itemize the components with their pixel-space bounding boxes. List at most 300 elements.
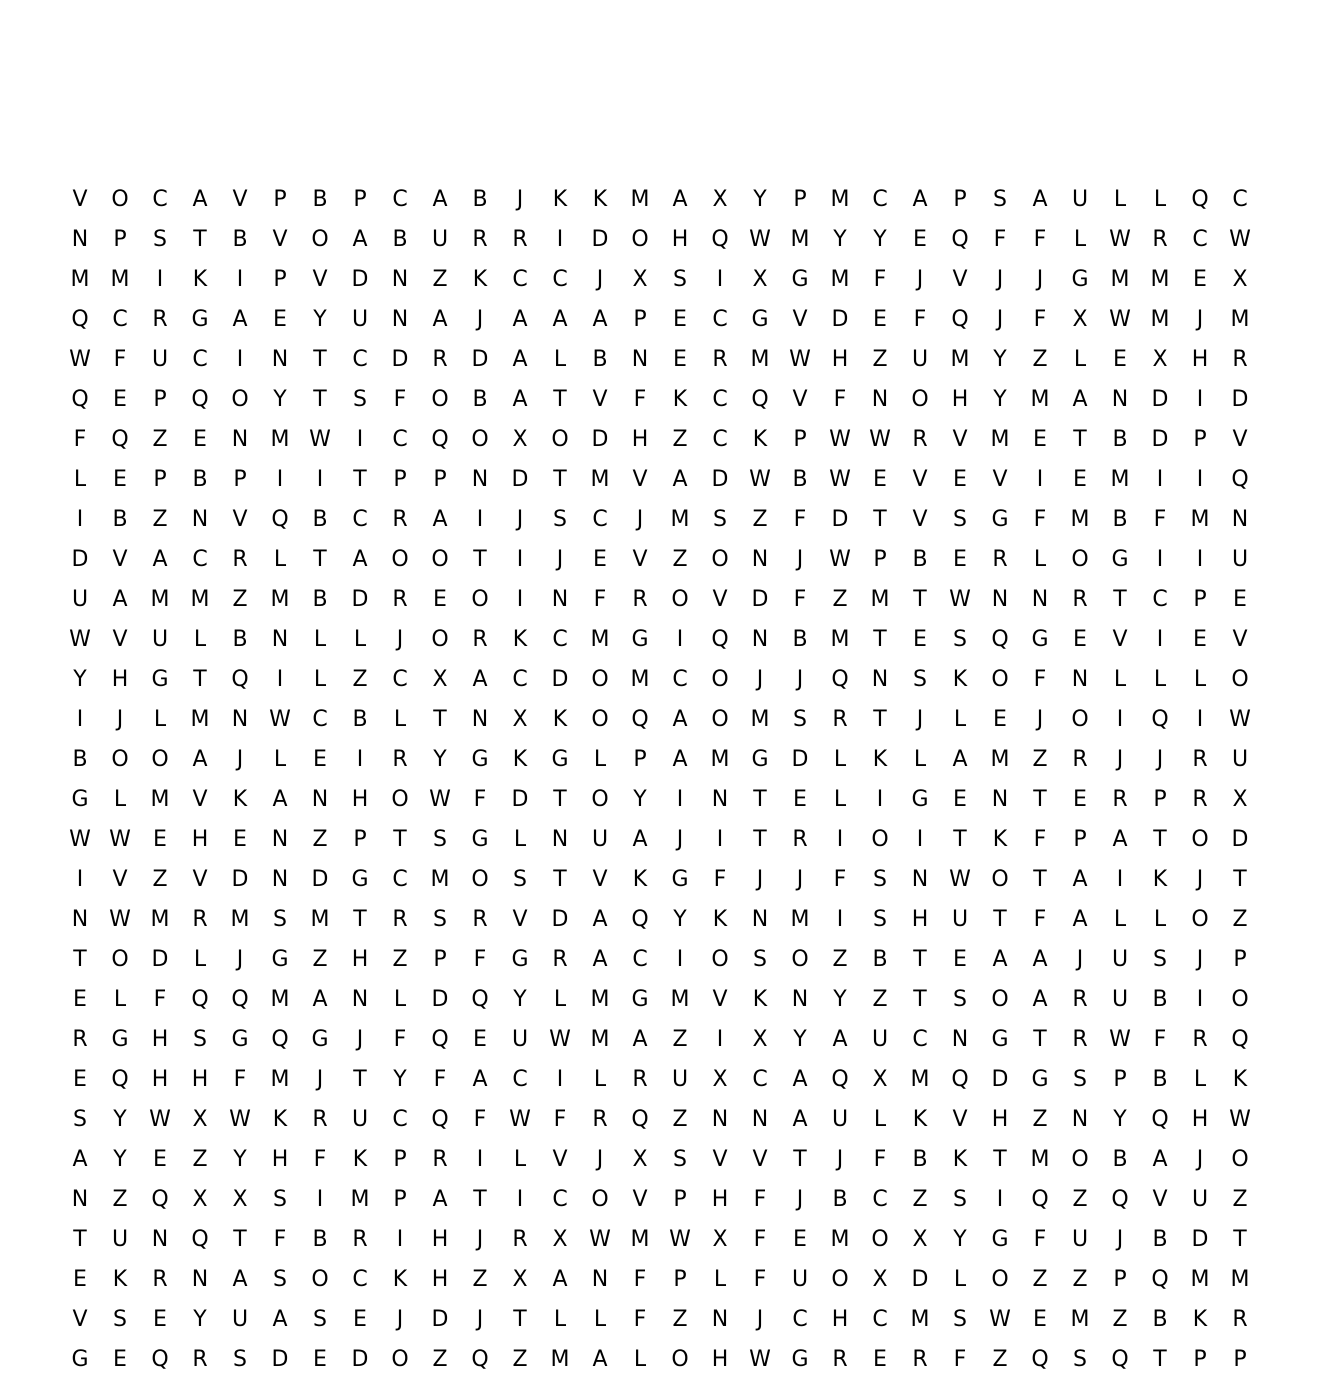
letter-cell[interactable]: X [552,1227,568,1252]
letter-cell[interactable]: G [151,667,169,692]
letter-cell[interactable]: F [793,507,807,532]
letter-cell[interactable]: X [1232,787,1248,812]
letter-cell[interactable]: S [353,387,367,412]
letter-cell[interactable]: F [633,1307,647,1332]
letter-cell[interactable]: W [589,1227,611,1252]
letter-cell[interactable]: A [1152,1147,1168,1172]
letter-cell[interactable]: A [1072,387,1088,412]
letter-cell[interactable]: Q [631,707,649,732]
letter-cell[interactable]: O [311,1267,329,1292]
letter-cell[interactable]: Y [393,1067,407,1092]
letter-cell[interactable]: V [912,467,928,492]
letter-cell[interactable]: T [553,787,567,812]
letter-cell[interactable]: R [392,907,408,932]
letter-cell[interactable]: O [711,707,729,732]
letter-cell[interactable]: V [712,987,728,1012]
letter-cell[interactable]: L [513,827,527,852]
letter-cell[interactable]: L [593,1307,607,1332]
letter-cell[interactable]: Q [231,987,249,1012]
letter-cell[interactable]: F [473,947,487,972]
letter-cell[interactable]: N [591,1267,609,1292]
letter-cell[interactable]: R [992,547,1008,572]
letter-cell[interactable]: I [836,827,844,852]
letter-cell[interactable]: J [916,707,924,732]
letter-cell[interactable]: P [433,467,447,492]
letter-cell[interactable]: J [476,307,484,332]
letter-cell[interactable]: J [836,1147,844,1172]
letter-cell[interactable]: C [792,1307,808,1332]
letter-cell[interactable]: Z [312,947,328,972]
letter-cell[interactable]: O [1231,987,1249,1012]
letter-cell[interactable]: A [192,747,208,772]
letter-cell[interactable]: Z [1032,1107,1048,1132]
letter-cell[interactable]: S [913,667,927,692]
letter-cell[interactable]: M [870,587,890,612]
letter-cell[interactable]: D [991,1067,1009,1092]
letter-cell[interactable]: A [512,307,528,332]
letter-cell[interactable]: W [149,1107,171,1132]
letter-cell[interactable]: B [352,707,368,732]
letter-cell[interactable]: C [512,267,528,292]
letter-cell[interactable]: T [193,227,207,252]
letter-cell[interactable]: Q [831,667,849,692]
letter-cell[interactable]: P [1073,827,1087,852]
letter-cell[interactable]: V [712,1147,728,1172]
letter-cell[interactable]: A [1112,827,1128,852]
letter-cell[interactable]: Y [953,1227,967,1252]
letter-cell[interactable]: H [351,947,369,972]
letter-cell[interactable]: M [830,267,850,292]
letter-cell[interactable]: V [312,267,328,292]
letter-cell[interactable]: T [1233,1227,1247,1252]
letter-cell[interactable]: W [269,707,291,732]
letter-cell[interactable]: F [1033,907,1047,932]
letter-cell[interactable]: B [1112,507,1128,532]
letter-cell[interactable]: C [912,1027,928,1052]
letter-cell[interactable]: Q [1031,1347,1049,1372]
letter-cell[interactable]: N [991,587,1009,612]
letter-cell[interactable]: A [232,307,248,332]
letter-cell[interactable]: O [871,1227,889,1252]
letter-cell[interactable]: Q [191,987,209,1012]
letter-cell[interactable]: W [109,827,131,852]
letter-cell[interactable]: K [752,427,768,452]
letter-cell[interactable]: X [712,1227,728,1252]
letter-cell[interactable]: M [1030,387,1050,412]
letter-cell[interactable]: P [1233,947,1247,972]
letter-cell[interactable]: R [1232,1307,1248,1332]
letter-cell[interactable]: K [552,187,568,212]
letter-cell[interactable]: O [311,227,329,252]
letter-cell[interactable]: J [636,507,644,532]
letter-cell[interactable]: E [73,1067,87,1092]
letter-cell[interactable]: M [310,907,330,932]
letter-cell[interactable]: S [553,507,567,532]
letter-cell[interactable]: A [672,747,688,772]
letter-cell[interactable]: R [912,427,928,452]
letter-cell[interactable]: G [471,747,489,772]
letter-cell[interactable]: I [876,787,884,812]
letter-cell[interactable]: I [836,907,844,932]
letter-cell[interactable]: M [790,907,810,932]
letter-cell[interactable]: Z [1112,1307,1128,1332]
letter-cell[interactable]: X [432,667,448,692]
letter-cell[interactable]: V [952,267,968,292]
letter-cell[interactable]: U [1111,947,1129,972]
letter-cell[interactable]: E [1033,1307,1047,1332]
letter-cell[interactable]: B [792,467,808,492]
letter-cell[interactable]: M [830,627,850,652]
letter-cell[interactable]: Q [951,227,969,252]
letter-cell[interactable]: L [313,667,327,692]
letter-cell[interactable]: O [431,387,449,412]
letter-cell[interactable]: Y [433,747,447,772]
letter-cell[interactable]: G [1111,547,1129,572]
letter-cell[interactable]: R [152,1267,168,1292]
letter-cell[interactable]: E [113,1347,127,1372]
letter-cell[interactable]: T [753,827,767,852]
letter-cell[interactable]: X [872,1267,888,1292]
letter-cell[interactable]: I [476,507,484,532]
letter-cell[interactable]: Z [752,507,768,532]
letter-cell[interactable]: V [1152,1187,1168,1212]
letter-cell[interactable]: M [990,427,1010,452]
letter-cell[interactable]: N [71,227,89,252]
letter-cell[interactable]: P [233,467,247,492]
letter-cell[interactable]: W [789,347,811,372]
letter-cell[interactable]: M [70,267,90,292]
letter-cell[interactable]: U [1071,187,1089,212]
letter-cell[interactable]: O [991,1267,1009,1292]
letter-cell[interactable]: S [153,227,167,252]
letter-cell[interactable]: Z [832,587,848,612]
letter-cell[interactable]: W [669,1227,691,1252]
letter-cell[interactable]: F [1033,667,1047,692]
letter-cell[interactable]: A [912,187,928,212]
letter-cell[interactable]: F [393,387,407,412]
letter-cell[interactable]: F [833,867,847,892]
letter-cell[interactable]: G [911,787,929,812]
letter-cell[interactable]: J [676,827,684,852]
letter-cell[interactable]: H [1191,347,1209,372]
letter-cell[interactable]: Z [1232,907,1248,932]
letter-cell[interactable]: T [993,907,1007,932]
letter-cell[interactable]: T [873,627,887,652]
letter-cell[interactable]: N [271,867,289,892]
letter-cell[interactable]: K [472,267,488,292]
letter-cell[interactable]: G [351,867,369,892]
letter-cell[interactable]: C [552,1187,568,1212]
letter-cell[interactable]: J [396,1307,404,1332]
letter-cell[interactable]: Y [673,907,687,932]
letter-cell[interactable]: Z [1032,1267,1048,1292]
letter-cell[interactable]: M [670,507,690,532]
letter-cell[interactable]: L [553,347,567,372]
letter-cell[interactable]: C [112,307,128,332]
letter-cell[interactable]: G [191,307,209,332]
letter-cell[interactable]: U [871,1027,889,1052]
letter-cell[interactable]: A [272,787,288,812]
letter-cell[interactable]: E [473,1027,487,1052]
letter-cell[interactable]: V [192,787,208,812]
letter-cell[interactable]: Y [633,787,647,812]
letter-cell[interactable]: M [990,747,1010,772]
letter-cell[interactable]: V [592,867,608,892]
letter-cell[interactable]: Q [751,387,769,412]
letter-cell[interactable]: B [192,467,208,492]
letter-cell[interactable]: R [832,707,848,732]
letter-cell[interactable]: L [593,747,607,772]
letter-cell[interactable]: X [1072,307,1088,332]
letter-cell[interactable]: T [313,547,327,572]
letter-cell[interactable]: G [791,267,809,292]
letter-cell[interactable]: L [393,707,407,732]
letter-cell[interactable]: U [431,227,449,252]
letter-cell[interactable]: X [232,1187,248,1212]
letter-cell[interactable]: Y [193,1307,207,1332]
letter-cell[interactable]: A [592,1347,608,1372]
letter-cell[interactable]: F [273,1227,287,1252]
letter-cell[interactable]: O [1191,827,1209,852]
letter-cell[interactable]: X [912,1227,928,1252]
letter-cell[interactable]: L [873,1107,887,1132]
letter-cell[interactable]: M [750,707,770,732]
letter-cell[interactable]: K [712,907,728,932]
letter-cell[interactable]: G [791,1347,809,1372]
letter-cell[interactable]: T [1233,867,1247,892]
letter-cell[interactable]: K [752,987,768,1012]
letter-cell[interactable]: S [1073,1067,1087,1092]
letter-cell[interactable]: P [393,467,407,492]
letter-cell[interactable]: X [1232,267,1248,292]
letter-cell[interactable]: Z [1072,1187,1088,1212]
letter-cell[interactable]: I [716,267,724,292]
letter-cell[interactable]: C [552,627,568,652]
letter-cell[interactable]: R [1072,587,1088,612]
letter-cell[interactable]: O [1231,1147,1249,1172]
letter-cell[interactable]: P [353,187,367,212]
letter-cell[interactable]: C [872,187,888,212]
letter-cell[interactable]: E [953,547,967,572]
letter-cell[interactable]: F [313,1147,327,1172]
letter-cell[interactable]: F [1153,507,1167,532]
letter-cell[interactable]: W [869,427,891,452]
letter-cell[interactable]: C [712,387,728,412]
letter-cell[interactable]: O [591,707,609,732]
letter-cell[interactable]: S [273,1187,287,1212]
letter-cell[interactable]: E [1113,347,1127,372]
letter-cell[interactable]: L [593,1067,607,1092]
letter-cell[interactable]: B [832,1187,848,1212]
letter-cell[interactable]: A [1072,867,1088,892]
letter-cell[interactable]: T [753,787,767,812]
letter-cell[interactable]: E [873,467,887,492]
letter-cell[interactable]: I [1196,707,1204,732]
letter-cell[interactable]: D [791,747,809,772]
letter-cell[interactable]: I [1196,387,1204,412]
letter-cell[interactable]: N [751,1107,769,1132]
letter-cell[interactable]: N [231,707,249,732]
letter-cell[interactable]: W [1229,227,1251,252]
letter-cell[interactable]: R [472,907,488,932]
letter-cell[interactable]: N [231,427,249,452]
letter-cell[interactable]: A [592,307,608,332]
letter-cell[interactable]: F [1033,227,1047,252]
letter-cell[interactable]: Q [1191,187,1209,212]
letter-cell[interactable]: Y [833,987,847,1012]
letter-cell[interactable]: G [991,507,1009,532]
letter-cell[interactable]: T [993,1147,1007,1172]
letter-cell[interactable]: T [473,1187,487,1212]
letter-cell[interactable]: V [1232,427,1248,452]
letter-cell[interactable]: D [151,947,169,972]
letter-cell[interactable]: V [72,187,88,212]
letter-cell[interactable]: F [473,1107,487,1132]
letter-cell[interactable]: J [796,867,804,892]
letter-cell[interactable]: N [71,1187,89,1212]
letter-cell[interactable]: D [1151,387,1169,412]
letter-cell[interactable]: Z [672,1107,688,1132]
letter-cell[interactable]: L [953,707,967,732]
letter-cell[interactable]: J [1076,947,1084,972]
letter-cell[interactable]: Y [73,667,87,692]
letter-cell[interactable]: N [1071,667,1089,692]
letter-cell[interactable]: E [73,1267,87,1292]
letter-cell[interactable]: C [1192,227,1208,252]
letter-cell[interactable]: Q [831,1067,849,1092]
letter-cell[interactable]: P [673,1267,687,1292]
letter-cell[interactable]: W [749,1347,771,1372]
letter-cell[interactable]: A [432,1187,448,1212]
letter-cell[interactable]: C [192,547,208,572]
letter-cell[interactable]: A [312,987,328,1012]
letter-cell[interactable]: F [873,267,887,292]
letter-cell[interactable]: L [1193,667,1207,692]
letter-cell[interactable]: D [431,987,449,1012]
letter-cell[interactable]: S [713,507,727,532]
letter-cell[interactable]: H [671,227,689,252]
letter-cell[interactable]: U [951,907,969,932]
letter-cell[interactable]: T [553,387,567,412]
letter-cell[interactable]: R [1192,787,1208,812]
letter-cell[interactable]: R [432,347,448,372]
letter-cell[interactable]: O [111,947,129,972]
letter-cell[interactable]: T [73,947,87,972]
letter-cell[interactable]: R [1232,347,1248,372]
letter-cell[interactable]: Q [471,1347,489,1372]
letter-cell[interactable]: T [873,707,887,732]
letter-cell[interactable]: M [630,1227,650,1252]
letter-cell[interactable]: R [192,907,208,932]
letter-cell[interactable]: I [716,827,724,852]
letter-cell[interactable]: D [351,267,369,292]
letter-cell[interactable]: F [753,1187,767,1212]
letter-cell[interactable]: Z [672,1307,688,1332]
letter-cell[interactable]: K [1152,867,1168,892]
letter-cell[interactable]: K [1192,1307,1208,1332]
letter-cell[interactable]: Q [711,227,729,252]
letter-cell[interactable]: P [633,747,647,772]
letter-cell[interactable]: S [993,187,1007,212]
letter-cell[interactable]: V [632,467,648,492]
letter-cell[interactable]: B [912,1147,928,1172]
letter-cell[interactable]: I [676,947,684,972]
letter-cell[interactable]: K [352,1147,368,1172]
letter-cell[interactable]: X [872,1067,888,1092]
letter-cell[interactable]: T [1033,787,1047,812]
letter-cell[interactable]: G [71,1347,89,1372]
letter-cell[interactable]: Z [1232,1187,1248,1212]
letter-cell[interactable]: L [1193,1067,1207,1092]
letter-cell[interactable]: A [552,307,568,332]
letter-cell[interactable]: O [631,227,649,252]
letter-cell[interactable]: A [472,667,488,692]
letter-cell[interactable]: S [873,907,887,932]
letter-cell[interactable]: I [396,1227,404,1252]
letter-cell[interactable]: Z [152,507,168,532]
letter-cell[interactable]: S [1073,1347,1087,1372]
letter-cell[interactable]: R [232,547,248,572]
letter-cell[interactable]: M [590,1027,610,1052]
letter-cell[interactable]: D [1231,387,1249,412]
letter-cell[interactable]: V [952,1107,968,1132]
letter-cell[interactable]: Q [1151,1107,1169,1132]
letter-cell[interactable]: O [431,627,449,652]
letter-cell[interactable]: P [1233,1347,1247,1372]
letter-cell[interactable]: W [1229,1107,1251,1132]
letter-cell[interactable]: M [750,347,770,372]
letter-cell[interactable]: W [309,427,331,452]
letter-cell[interactable]: W [229,1107,251,1132]
letter-cell[interactable]: A [352,227,368,252]
letter-cell[interactable]: F [753,1227,767,1252]
letter-cell[interactable]: K [112,1267,128,1292]
letter-cell[interactable]: J [996,267,1004,292]
letter-cell[interactable]: U [231,1307,249,1332]
letter-cell[interactable]: Q [111,427,129,452]
letter-cell[interactable]: M [230,907,250,932]
letter-cell[interactable]: C [352,1267,368,1292]
letter-cell[interactable]: I [1156,627,1164,652]
letter-cell[interactable]: A [672,707,688,732]
letter-cell[interactable]: L [1073,227,1087,252]
letter-cell[interactable]: I [476,1147,484,1172]
letter-cell[interactable]: A [952,747,968,772]
letter-cell[interactable]: J [596,267,604,292]
letter-cell[interactable]: B [232,627,248,652]
letter-cell[interactable]: A [432,507,448,532]
letter-cell[interactable]: D [1191,1227,1209,1252]
letter-cell[interactable]: S [193,1027,207,1052]
letter-cell[interactable]: Z [512,1347,528,1372]
letter-cell[interactable]: Z [472,1267,488,1292]
letter-cell[interactable]: E [73,987,87,1012]
letter-cell[interactable]: T [553,467,567,492]
letter-cell[interactable]: J [1156,747,1164,772]
letter-cell[interactable]: O [831,1267,849,1292]
letter-cell[interactable]: I [916,827,924,852]
letter-cell[interactable]: N [391,267,409,292]
letter-cell[interactable]: C [392,667,408,692]
letter-cell[interactable]: R [312,1107,328,1132]
letter-cell[interactable]: O [871,827,889,852]
letter-cell[interactable]: G [1031,1067,1049,1092]
letter-cell[interactable]: W [429,787,451,812]
letter-cell[interactable]: H [631,427,649,452]
letter-cell[interactable]: L [153,707,167,732]
letter-cell[interactable]: D [551,907,569,932]
letter-cell[interactable]: D [351,1347,369,1372]
